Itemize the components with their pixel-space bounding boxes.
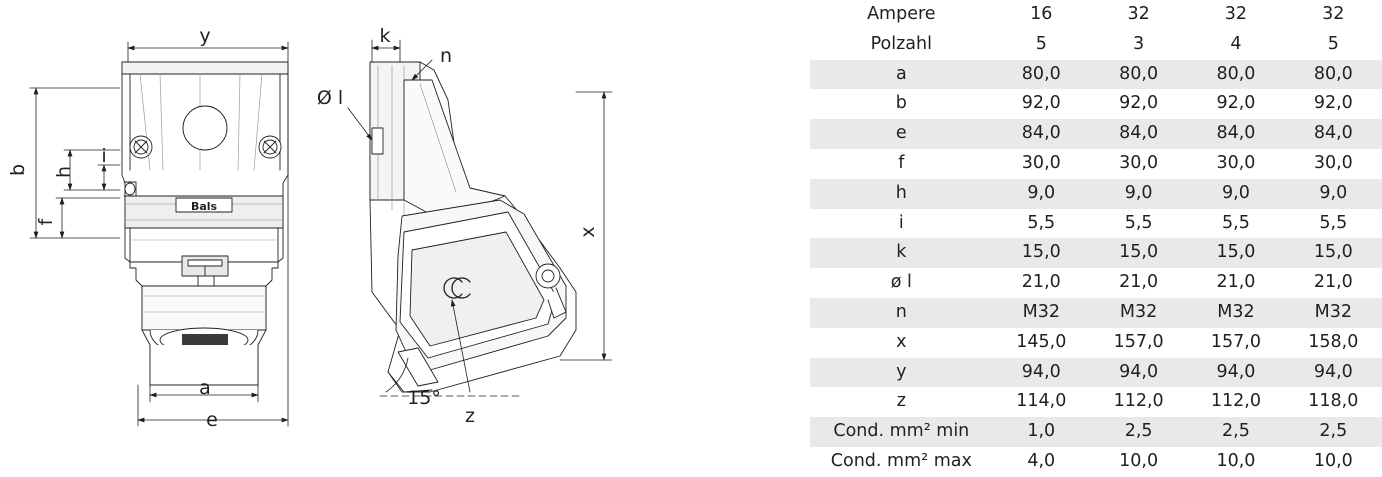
header-ampere-col1: 16 — [993, 0, 1090, 30]
row-value: 10,0 — [1090, 447, 1187, 477]
row-label: h — [810, 179, 993, 209]
label-a: a — [199, 377, 211, 399]
dimension-spec-table — [810, 0, 1382, 477]
row-value: 5,5 — [1187, 209, 1284, 239]
row-value: 9,0 — [1187, 179, 1284, 209]
row-value: 30,0 — [1187, 149, 1284, 179]
row-value: M32 — [1187, 298, 1284, 328]
row-value: 157,0 — [1187, 328, 1284, 358]
row-value: 10,0 — [1285, 447, 1382, 477]
header-polzahl-col2: 3 — [1090, 30, 1187, 60]
row-value: 80,0 — [1285, 60, 1382, 90]
label-e: e — [206, 409, 218, 431]
row-value: 92,0 — [993, 89, 1090, 119]
row-label: k — [810, 238, 993, 268]
table-row — [810, 119, 1382, 149]
row-value: 157,0 — [1090, 328, 1187, 358]
row-value: 158,0 — [1285, 328, 1382, 358]
header-ampere-col4: 32 — [1285, 0, 1382, 30]
row-value: 1,0 — [993, 417, 1090, 447]
row-label: f — [810, 149, 993, 179]
label-b: b — [7, 163, 29, 177]
table-row — [810, 149, 1382, 179]
label-i: i — [101, 145, 107, 167]
header-label-ampere: Ampere — [810, 0, 993, 30]
row-label: b — [810, 89, 993, 119]
row-value: 92,0 — [1187, 89, 1284, 119]
label-h: h — [53, 165, 75, 179]
label-f: f — [35, 218, 57, 226]
table-header-row-polzahl — [810, 30, 1382, 60]
row-value: 94,0 — [1187, 358, 1284, 388]
row-label: i — [810, 209, 993, 239]
row-value: 15,0 — [1187, 238, 1284, 268]
table-row — [810, 179, 1382, 209]
row-label: n — [810, 298, 993, 328]
row-value: 5,5 — [993, 209, 1090, 239]
header-polzahl-col1: 5 — [993, 30, 1090, 60]
table-header-row-ampere — [810, 0, 1382, 30]
row-value: 30,0 — [1285, 149, 1382, 179]
label-x: x — [577, 226, 599, 238]
row-value: 9,0 — [1090, 179, 1187, 209]
row-label: Cond. mm² min — [810, 417, 993, 447]
header-polzahl-col3: 4 — [1187, 30, 1284, 60]
row-value: 5,5 — [1285, 209, 1382, 239]
table-row — [810, 89, 1382, 119]
row-value: 5,5 — [1090, 209, 1187, 239]
row-label: x — [810, 328, 993, 358]
row-value: 145,0 — [993, 328, 1090, 358]
row-value: 80,0 — [1187, 60, 1284, 90]
table-row — [810, 298, 1382, 328]
row-value: 21,0 — [1187, 268, 1284, 298]
row-value: M32 — [993, 298, 1090, 328]
row-value: 30,0 — [993, 149, 1090, 179]
table-row — [810, 358, 1382, 388]
label-n: n — [439, 45, 453, 67]
table-row — [810, 209, 1382, 239]
row-value: 10,0 — [1187, 447, 1284, 477]
table-row — [810, 60, 1382, 90]
label-y: y — [199, 25, 211, 47]
row-value: 114,0 — [993, 387, 1090, 417]
row-value: 92,0 — [1090, 89, 1187, 119]
header-ampere-col2: 32 — [1090, 0, 1187, 30]
row-value: 15,0 — [1090, 238, 1187, 268]
front-view-body — [122, 62, 288, 385]
row-value: 15,0 — [993, 238, 1090, 268]
row-value: M32 — [1090, 298, 1187, 328]
label-k: k — [379, 25, 391, 47]
row-label: ø l — [810, 268, 993, 298]
row-value: 94,0 — [993, 358, 1090, 388]
table-row — [810, 238, 1382, 268]
row-label: a — [810, 60, 993, 90]
table-row — [810, 268, 1382, 298]
row-value: 84,0 — [1285, 119, 1382, 149]
table-row — [810, 447, 1382, 477]
label-diameter-l: Ø l — [316, 87, 344, 109]
row-value: 2,5 — [1285, 417, 1382, 447]
row-value: 21,0 — [993, 268, 1090, 298]
label-angle: 15° — [407, 387, 441, 409]
row-label: y — [810, 358, 993, 388]
table-body — [810, 0, 1382, 477]
label-z: z — [465, 405, 475, 427]
table-row — [810, 328, 1382, 358]
side-view-body — [370, 62, 576, 392]
row-value: 112,0 — [1187, 387, 1284, 417]
row-label: e — [810, 119, 993, 149]
row-value: 84,0 — [1187, 119, 1284, 149]
header-label-polzahl: Polzahl — [810, 30, 993, 60]
row-value: 9,0 — [1285, 179, 1382, 209]
row-label: z — [810, 387, 993, 417]
row-value: 4,0 — [993, 447, 1090, 477]
row-value: 112,0 — [1090, 387, 1187, 417]
table-row — [810, 417, 1382, 447]
row-value: 21,0 — [1285, 268, 1382, 298]
header-polzahl-col4: 5 — [1285, 30, 1382, 60]
row-value: 118,0 — [1285, 387, 1382, 417]
row-value: 80,0 — [993, 60, 1090, 90]
row-value: 84,0 — [993, 119, 1090, 149]
row-label: Cond. mm² max — [810, 447, 993, 477]
row-value: M32 — [1285, 298, 1382, 328]
row-value: 21,0 — [1090, 268, 1187, 298]
row-value: 30,0 — [1090, 149, 1187, 179]
row-value: 9,0 — [993, 179, 1090, 209]
row-value: 94,0 — [1285, 358, 1382, 388]
row-value: 94,0 — [1090, 358, 1187, 388]
row-value: 2,5 — [1090, 417, 1187, 447]
header-ampere-col3: 32 — [1187, 0, 1284, 30]
row-value: 2,5 — [1187, 417, 1284, 447]
table-row — [810, 387, 1382, 417]
row-value: 92,0 — [1285, 89, 1382, 119]
brand-label: Bals — [190, 200, 218, 213]
row-value: 80,0 — [1090, 60, 1187, 90]
row-value: 15,0 — [1285, 238, 1382, 268]
row-value: 84,0 — [1090, 119, 1187, 149]
